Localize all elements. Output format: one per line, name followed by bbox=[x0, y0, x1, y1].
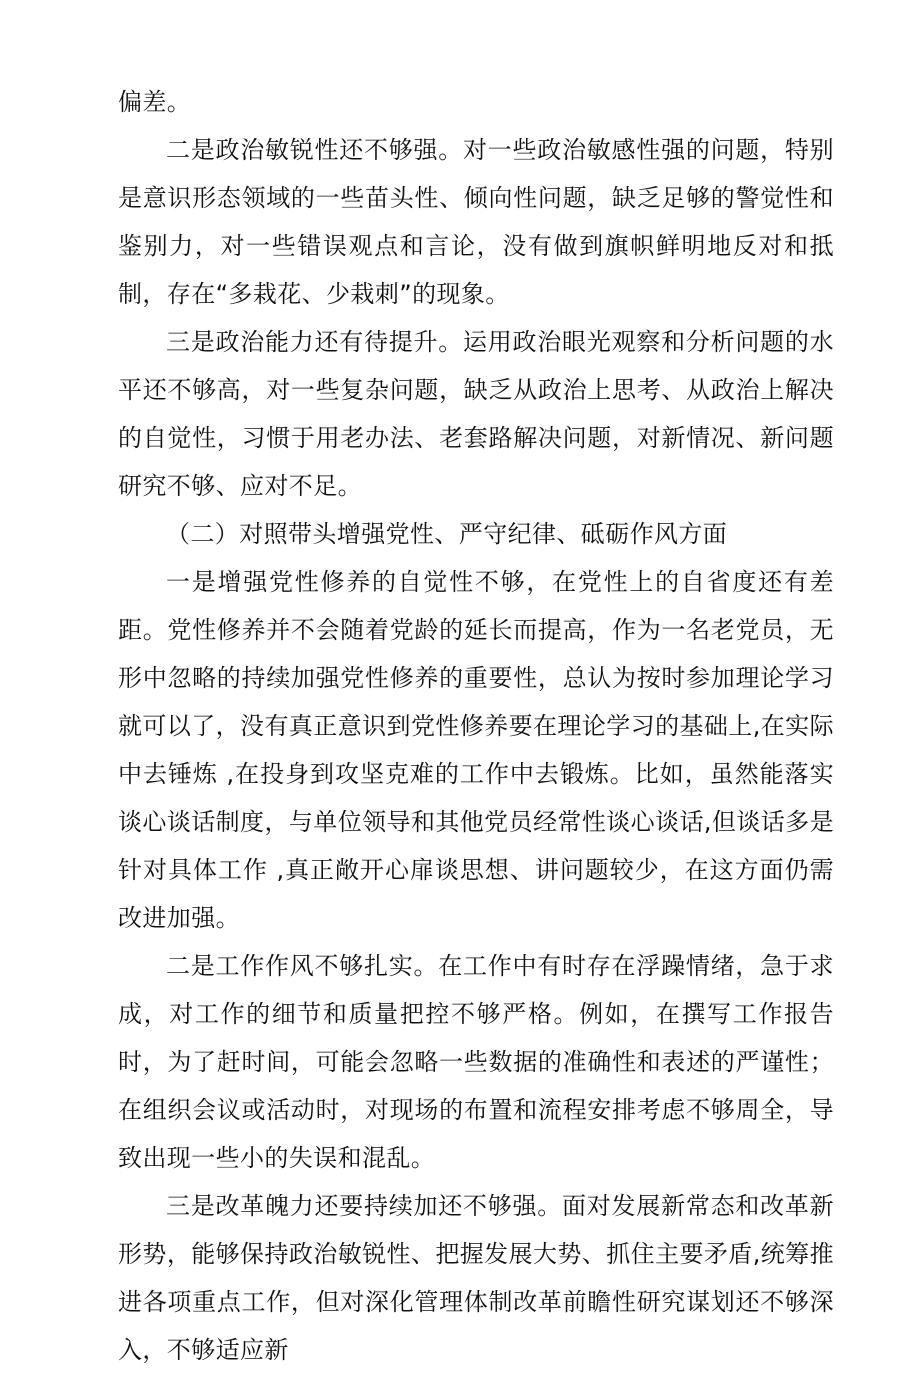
paragraph-party-cultivation: 一是增强党性修养的自觉性不够，在党性上的自省度还有差距。党性修养并不会随着党龄的延长而提高，作为一名老党员，无形中忽略的持续加强党性修养的重要性，总认为按时参加理论学习就可以了，没有真正意识到党性修养要在理论学习的基础上,在实际中去锤炼 ,在投身到攻坚克难的工作中去锻炼。比如，虽然能落实谈心谈话制度，与单位领导和其他党员经常性谈心谈话,但谈话多是针对具体工作 ,真正敞开心扉谈思想、讲问题较少，在这方面仍需改进加强。 bbox=[118, 568, 834, 932]
paragraph-continuation: 偏差。 bbox=[118, 88, 192, 116]
paragraph-political-ability: 三是政治能力还有待提升。运用政治眼光观察和分析问题的水平还不够高，对一些复杂问题，缺乏从政治上思考、从政治上解决的自觉性，习惯于用老办法、老套路解决问题，对新情况、新问题研究不够、应对不足。 bbox=[118, 328, 834, 500]
paragraph-reform-courage: 三是改革魄力还要持续加还不够强。面对发展新常态和改革新形势，能够保持政治敏锐性、把握发展大势、抓住主要矛盾,统筹推进各项重点工作，但对深化管理体制改革前瞻性研究谋划还不够深入，不够适应新 bbox=[118, 1192, 834, 1364]
paragraph-political-sensitivity: 二是政治敏锐性还不够强。对一些政治敏感性强的问题，特别是意识形态领域的一些苗头性、倾向性问题，缺乏足够的警觉性和鉴别力，对一些错误观点和言论，没有做到旗帜鲜明地反对和抵制，存在“多栽花、少栽刺”的现象。 bbox=[118, 136, 834, 308]
document-body bbox=[118, 78, 834, 1374]
section-heading-party-spirit: （二）对照带头增强党性、严守纪律、砥砺作风方面 bbox=[166, 520, 728, 548]
paragraph-work-style: 二是工作作风不够扎实。在工作中有时存在浮躁情绪，急于求成，对工作的细节和质量把控不够严格。例如，在撰写工作报告时，为了赶时间，可能会忽略一些数据的准确性和表述的严谨性；在组织会议或活动时，对现场的布置和流程安排考虑不够周全，导致出现一些小的失误和混乱。 bbox=[118, 952, 834, 1172]
